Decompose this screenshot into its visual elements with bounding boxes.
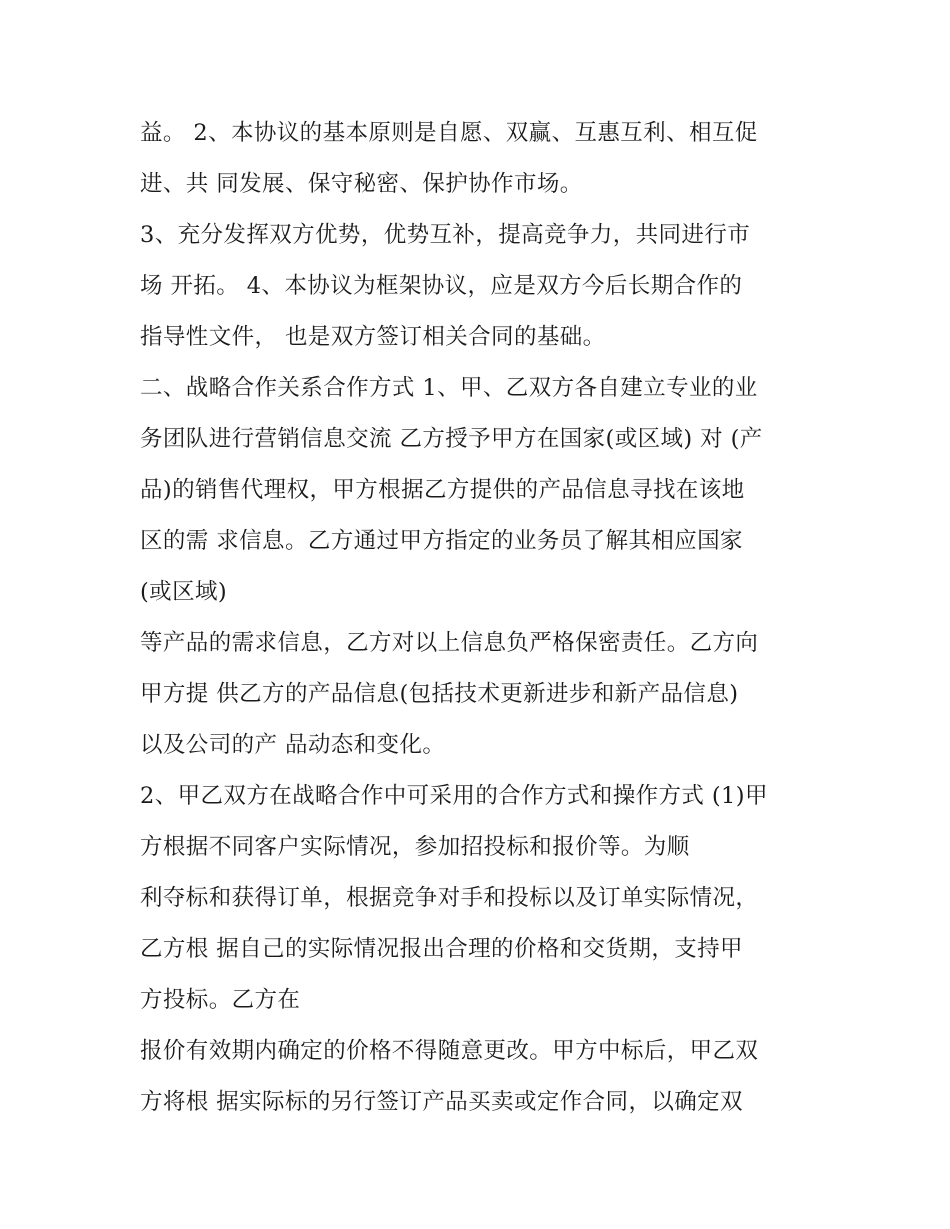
text-line: 利夺标和获得订单，根据竞争对手和投标以及订单实际情况， [140, 885, 759, 911]
text-line: 二、战略合作关系合作方式 1、甲、乙双方各自建立专业的业 [140, 375, 758, 401]
text-line: 益。 2、本协议的基本原则是自愿、双赢、互惠互利、相互促 [140, 120, 758, 146]
text-line: 等产品的需求信息，乙方对以上信息负严格保密责任。乙方向 [140, 630, 759, 656]
text-line: 方投标。乙方在 [140, 987, 301, 1013]
text-line: 甲方提 供乙方的产品信息(包括技术更新进步和新产品信息) [140, 681, 739, 707]
text-line: 方根据不同客户实际情况，参加招投标和报价等。为顺 [140, 834, 690, 860]
text-line: 区的需 求信息。乙方通过甲方指定的业务员了解其相应国家 [140, 528, 743, 554]
text-line: 3、充分发挥双方优势，优势互补，提高竞争力，共同进行市 [140, 222, 751, 248]
text-line: 场 开拓。 4、本协议为框架协议，应是双方今后长期合作的 [140, 273, 743, 299]
body-text [140, 108, 830, 1128]
text-line: 进、共 同发展、保守秘密、保护协作市场。 [140, 171, 583, 197]
text-line: 乙方根 据自己的实际情况报出合理的价格和交货期，支持甲 [140, 936, 743, 962]
text-line: (或区域) [140, 579, 228, 605]
text-line: 务团队进行营销信息交流 乙方授予甲方在国家(或区域) 对 (产 [140, 426, 763, 452]
text-line: 指导性文件， 也是双方签订相关合同的基础。 [140, 324, 606, 350]
text-line: 方将根 据实际标的另行签订产品买卖或定作合同，以确定双 [140, 1089, 743, 1115]
text-line: 以及公司的产 品动态和变化。 [140, 732, 446, 758]
text-line: 2、甲乙双方在战略合作中可采用的合作方式和操作方式 (1)甲 [140, 783, 768, 809]
text-line: 品)的销售代理权，甲方根据乙方提供的产品信息寻找在该地 [140, 477, 745, 503]
text-line: 报价有效期内确定的价格不得随意更改。甲方中标后，甲乙双 [140, 1038, 759, 1064]
